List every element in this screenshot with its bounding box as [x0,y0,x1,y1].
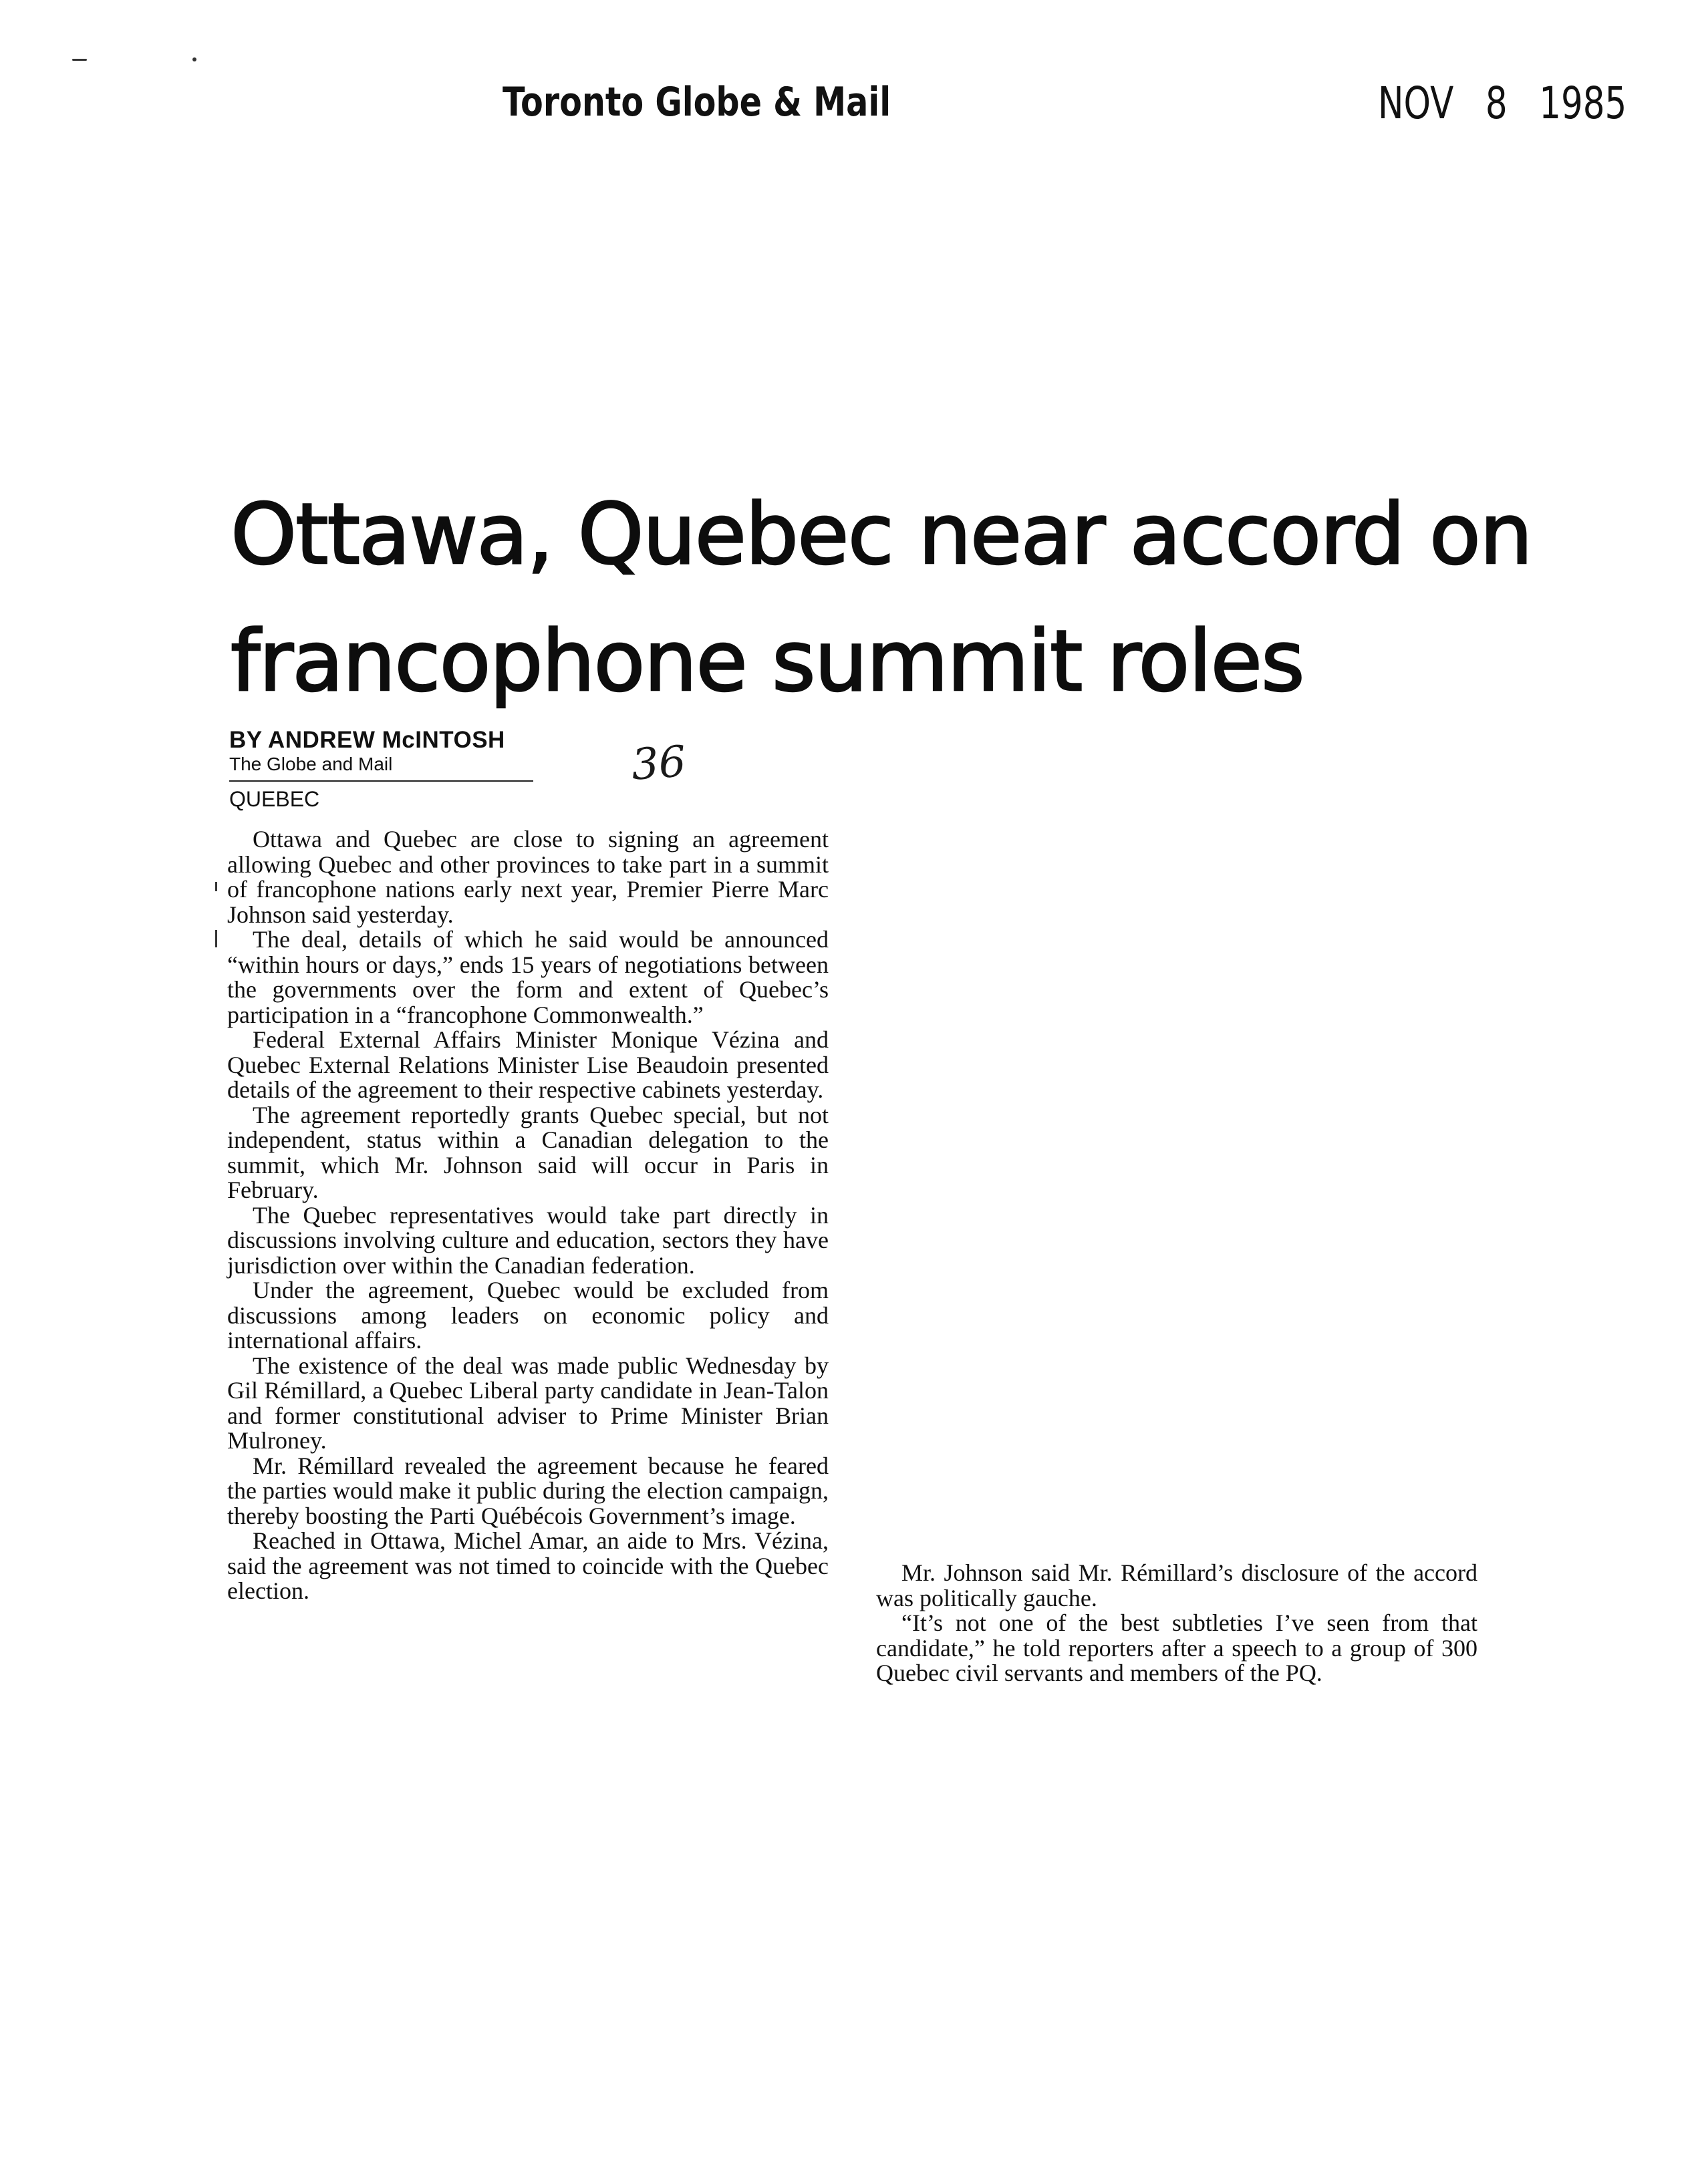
paragraph: Reached in Ottawa, Michel Amar, an aide to Mrs. Vézina, said the agreement was not timed to coincide with the Quebec election. [227,1527,829,1604]
paragraph: Ottawa and Quebec are close to signing an agreement allowing Quebec and other provinces to take part in a summit of francophone nations early next year, Premier Pierre Marc Johnson said yesterday. [227,826,829,928]
paragraph: “It’s not one of the best subtleties I’ve seen from that candidate,” he told reporters after a speech to a group of 300 Quebec civil servants and members of the PQ. [876,1609,1477,1686]
paragraph: Mr. Rémillard revealed the agreement because he feared the parties would make it public during the election campaign, thereby boosting the Parti Québécois Government’s image. [227,1452,829,1529]
scan-speck [192,57,196,61]
publication-credit: The Globe and Mail [229,754,393,774]
dateline: QUEBEC [229,787,320,811]
paragraph: The deal, details of which he said would be announced “within hours or days,” ends 15 years of negotiations between the governments over the form and extent of Quebec’s participation in a “francophone Commonwealth.” [227,926,829,1028]
paragraph: Under the agreement, Quebec would be excluded from discussions among leaders on economic policy and international affairs. [227,1277,829,1354]
clipping-date: NOV 8 1985 [1378,77,1627,129]
byline-rule [229,780,533,782]
paragraph: The Quebec representatives would take part directly in discussions involving culture and education, sectors they have jurisdiction over within the Canadian federation. [227,1201,829,1279]
paragraph: Federal External Affairs Minister Monique Vézina and Quebec External Relations Minister Lise Beaudoin presented details of the agreement to their respective cabinets yesterday. [227,1026,829,1103]
clipping-header [0,0,1690,147]
article-column-left [227,827,829,1604]
paragraph: The existence of the deal was made public Wednesday by Gil Rémillard, a Quebec Liberal party candidate in Jean-Talon and former constitutional adviser to Prime Minister Brian Mulroney. [227,1352,829,1454]
handwritten-note: 36 [629,737,688,790]
byline: BY ANDREW McINTOSH [229,727,505,753]
article-column-right [876,1561,1477,1686]
scan-speck [72,59,87,61]
article-headline: Ottawa, Quebec near accord on francophone summit roles [231,485,1532,710]
paragraph: The agreement reportedly grants Quebec special, but not independent, status within a Canadian delegation to the summit, which Mr. Johnson said will occur in Paris in February. [227,1101,829,1203]
margin-mark [215,930,217,947]
byline-block [229,727,537,814]
paragraph: Mr. Johnson said Mr. Rémillard’s disclosure of the accord was politically gauche. [876,1559,1477,1611]
margin-mark [215,882,217,891]
source-publication: Toronto Globe & Mail [503,79,891,126]
